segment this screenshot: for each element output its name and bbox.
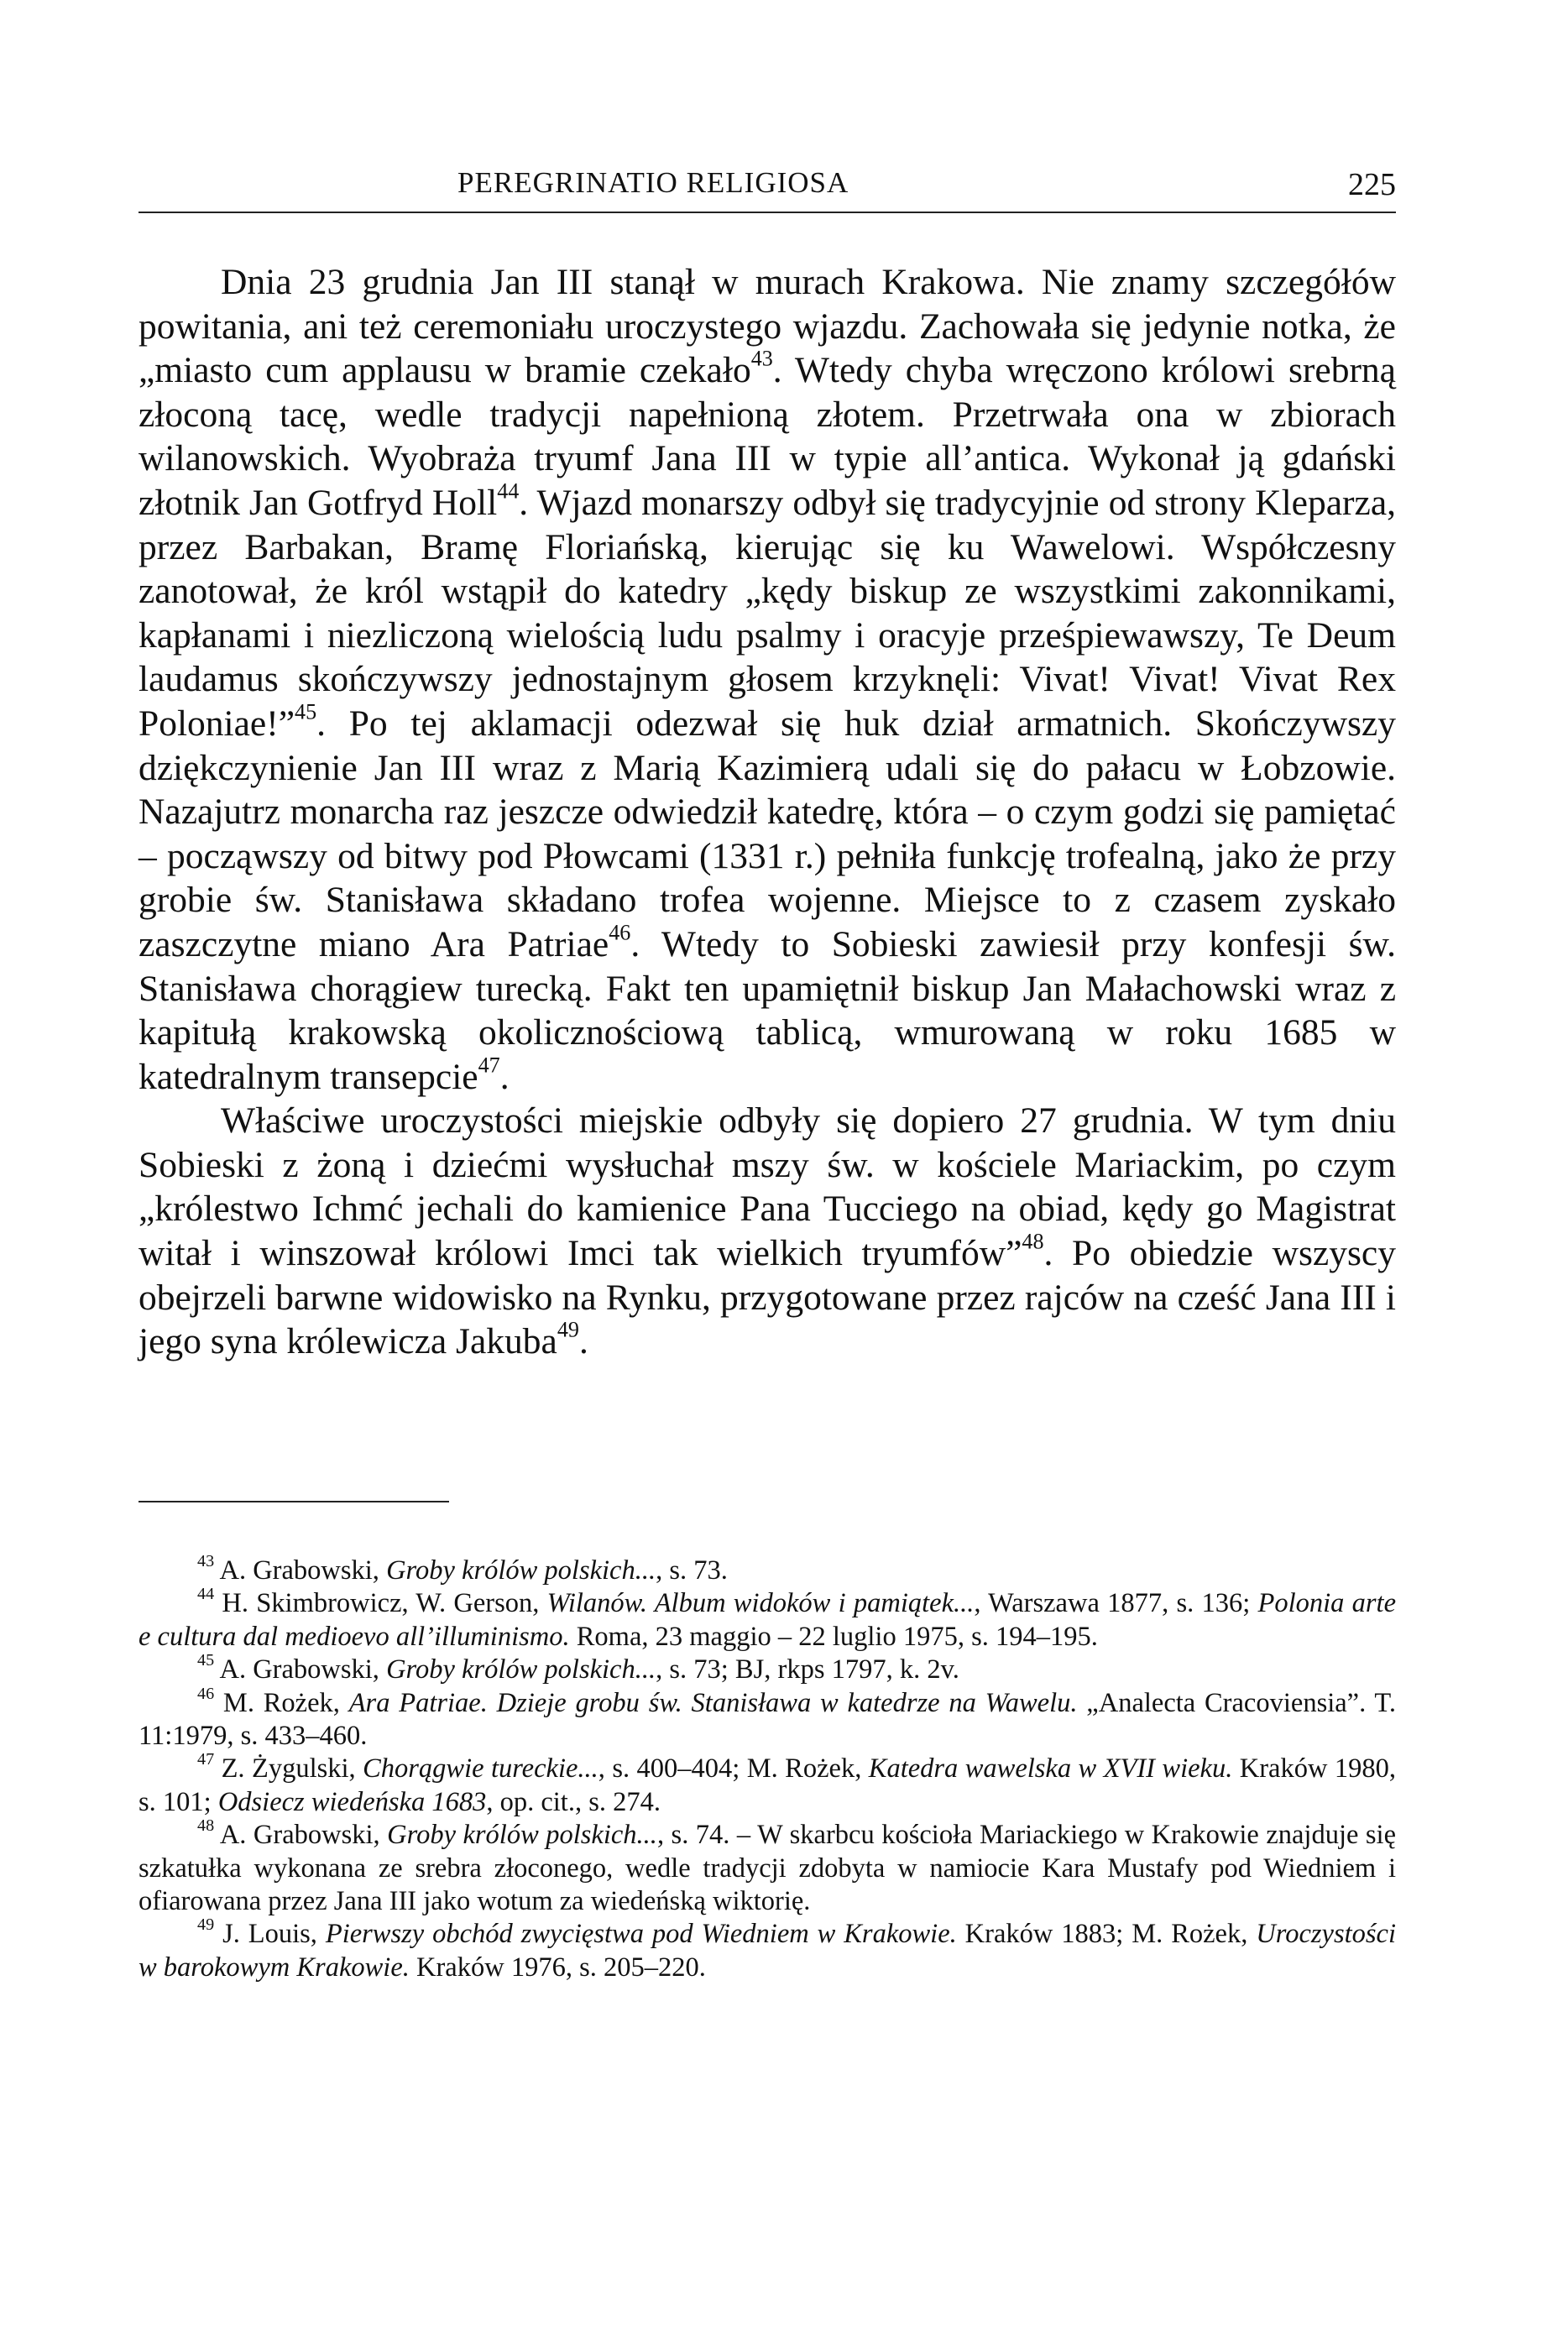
footnote: [139, 1816, 1396, 1918]
text-run: , s. 400–404; M. Rożek,: [598, 1753, 869, 1784]
paragraph: [139, 260, 1396, 1099]
text-run: Kraków 1980, s. 101;: [139, 1753, 1396, 1817]
page-header: [139, 166, 1396, 213]
footnote: [139, 1684, 1396, 1753]
footnote: [139, 1651, 1396, 1686]
text-run: Dnia 23 grudnia Jan III stanął w murach Krakowa. Nie znamy szczegółów powitania, ani też ceremoniału uroczystego wjazdu. Zachowała się jedynie notka, że „miasto cum applausu w bramie czekało: [139, 262, 1396, 391]
text-run: H. Skimbrowicz, W. Gerson,: [214, 1588, 547, 1619]
text-run: , s. 73; BJ, rkps 1797, k. 2v.: [656, 1654, 959, 1685]
page-number: 225: [1348, 167, 1396, 202]
italic-title: Groby królów polskich...: [387, 1820, 657, 1851]
footnote-marker: 47: [478, 1053, 500, 1078]
text-run: Kraków 1976, s. 205–220.: [409, 1952, 706, 1983]
header-rule: [139, 212, 1396, 213]
text-run: Z. Żygulski,: [214, 1753, 363, 1784]
text-run: .: [578, 1321, 588, 1362]
footnote-marker: 49: [557, 1317, 579, 1342]
italic-title: Pierwszy obchód zwycięstwa pod Wiedniem w Krakowie.: [325, 1919, 957, 1950]
paragraph: [139, 1099, 1396, 1364]
text-run: , Warszawa 1877, s. 136;: [974, 1588, 1258, 1619]
footnote-marker: 48: [197, 1816, 215, 1836]
italic-title: Wilanów. Album widoków i pamiątek...: [546, 1588, 975, 1619]
italic-title: Chorągwie tureckie...: [363, 1753, 598, 1784]
text-run: , s. 73.: [656, 1555, 728, 1586]
footnote-rule: [139, 1501, 449, 1502]
footnotes: [139, 1551, 1397, 1984]
footnote-marker: 43: [750, 346, 773, 371]
text-run: „Analecta Cracoviensia”. T. 11:1979, s. 433–460.: [139, 1687, 1396, 1752]
text-run: M. Rożek,: [214, 1687, 349, 1718]
text-run: A. Grabowski,: [214, 1654, 387, 1685]
text-run: A. Grabowski,: [214, 1820, 388, 1851]
italic-title: Groby królów polskich...: [386, 1654, 656, 1685]
text-run: .: [499, 1056, 510, 1097]
footnote-marker: 46: [609, 920, 631, 945]
body-text: [139, 260, 1396, 1364]
italic-title: Polonia arte e cultura dal medioevo all’illuminismo.: [139, 1588, 1397, 1652]
italic-title: Ara Patriae. Dzieje grobu św. Stanisława w katedrze na Wawelu.: [348, 1687, 1078, 1718]
text-run: Kraków 1883; M. Rożek,: [956, 1919, 1257, 1950]
footnote-marker: 49: [197, 1915, 215, 1935]
footnote: [139, 1915, 1396, 1984]
text-run: , s. 74. – W skarbcu kościoła Mariackiego w Krakowie znajduje się szkatułka wykonana ze srebra złoconego, wedle tradycji zdobyta w namiocie Kara Mustafy pod Wiedniem i ofiarowana przez Jana III jako wotum za wiedeńską wiktorię.: [139, 1820, 1396, 1917]
footnote-marker: 43: [197, 1551, 215, 1570]
text-run: . Wtedy chyba wręczono królowi srebrną złoconą tacę, wedle tradycji napełnioną złotem. Przetrwała ona w zbiorach wilanowskich. Wyobraża tryumf Jana III w typie all’antica. Wykonał ją gdański złotnik Jan Gotfryd Holl: [139, 350, 1396, 523]
footnote-marker: 47: [197, 1750, 215, 1769]
italic-title: Odsiecz wiedeńska 1683: [217, 1786, 487, 1817]
footnote-marker: 44: [497, 478, 520, 504]
footnote-marker: 45: [197, 1651, 215, 1670]
text-run: Właściwe uroczystości miejskie odbyły się dopiero 27 grudnia. W tym dniu Sobieski z żoną i dziećmi wysłuchał mszy św. w kościele Mariackim, po czym „królestwo Ichmć jechali do kamienice Pana Tucciego na obiad, kędy go Magistrat witał i winszował królowi Imci tak wielkich tryumfów”: [139, 1100, 1396, 1274]
italic-title: Katedra wawelska w XVII wieku.: [868, 1753, 1233, 1784]
italic-title: Uroczystości w barokowym Krakowie.: [139, 1919, 1396, 1983]
italic-title: Groby królów polskich...: [386, 1555, 656, 1586]
footnote-marker: 45: [295, 699, 317, 724]
footnote-marker: 48: [1022, 1229, 1044, 1254]
running-title: PEREGRINATIO RELIGIOSA: [457, 166, 849, 199]
text-run: . Wtedy to Sobieski zawiesił przy konfesji św. Stanisława chorągiew turecką. Fakt ten upamiętnił biskup Jan Małachowski wraz z kapitułą krakowską okolicznościową tablicą, wmurowaną w roku 1685 w katedralnym transepcie: [139, 923, 1396, 1097]
footnote: [139, 1551, 1396, 1587]
footnote-marker: 44: [197, 1585, 215, 1604]
text-run: . Po tej aklamacji odezwał się huk dział armatnich. Skończywszy dziękczynienie Jan III wraz z Marią Kazimierą udali się do pałacu w Łobzowie. Nazajutrz monarcha raz jeszcze odwiedził katedrę, która – o czym godzi się pamiętać – począwszy od bitwy pod Płowcami (1331 r.) pełniła funkcję trofealną, jako że przy grobie św. Stanisława składano trofea wojenne. Miejsce to z czasem zyskało zaszczytne miano Ara Patriae: [139, 703, 1396, 964]
text-run: Roma, 23 maggio – 22 luglio 1975, s. 194–195.: [569, 1621, 1098, 1652]
text-run: J. Louis,: [214, 1919, 326, 1950]
footnote: [139, 1750, 1396, 1819]
footnote-marker: 46: [197, 1684, 215, 1703]
text-run: . Po obiedzie wszyscy obejrzeli barwne widowisko na Rynku, przygotowane przez rajców na cześć Jana III i jego syna królewicza Jakuba: [139, 1233, 1396, 1362]
text-run: . Wjazd monarszy odbył się tradycyjnie od strony Kleparza, przez Barbakan, Bramę Floriańską, kierując się ku Wawelowi. Współczesny zanotował, że król wstąpił do katedry „kędy biskup ze wszystkimi zakonnikami, kapłanami i niezliczoną wielością ludu psalmy i oracyje prześpiewawszy, Te Deum laudamus skończywszy jednostajnym głosem krzyknęli: Vivat! Vivat! Vivat Rex Poloniae!”: [139, 482, 1397, 744]
text-run: A. Grabowski,: [214, 1555, 387, 1586]
footnote: [139, 1587, 1396, 1654]
text-run: , op. cit., s. 274.: [486, 1786, 661, 1817]
